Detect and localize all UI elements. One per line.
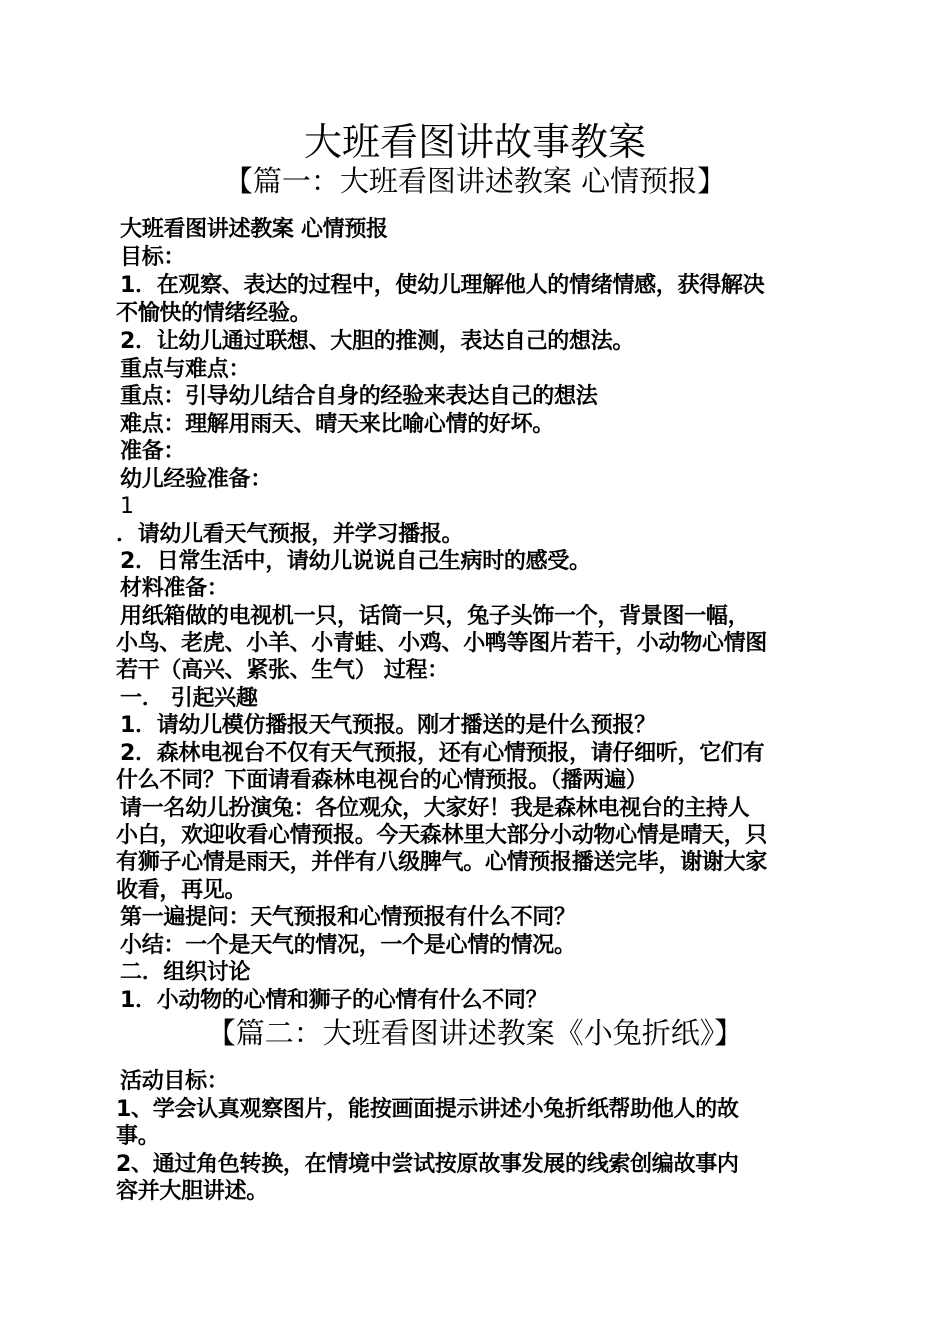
body-line: 请一名幼儿扮演兔：各位观众，大家好！我是森林电视台的主持人 xyxy=(120,796,750,821)
body-line: 1．在观察、表达的过程中，使幼儿理解他人的情绪情感，获得解决 xyxy=(120,273,765,298)
body-line: ．请幼儿看天气预报，并学习播报。 xyxy=(116,522,464,547)
section2-heading: 【篇二：大班看图讲述教案《小兔折纸》】 xyxy=(206,1016,744,1050)
body-line: 2．日常生活中，请幼儿说说自己生病时的感受。 xyxy=(120,549,591,574)
body-line: 容并大胆讲述。 xyxy=(116,1179,268,1204)
section1-heading: 【篇一：大班看图讲述教案 心情预报】 xyxy=(223,164,727,198)
body-line: 小鸟、老虎、小羊、小青蛙、小鸡、小鸭等图片若干，小动物心情图 xyxy=(116,631,768,656)
body-line: 不愉快的情绪经验。 xyxy=(116,301,312,326)
body-line: 目标： xyxy=(120,245,186,270)
body-line: 事。 xyxy=(116,1124,160,1149)
body-line: 有狮子心情是雨天，并伴有八级脾气。心情预报播送完毕，谢谢大家 xyxy=(116,850,768,875)
body-line: 大班看图讲述教案 心情预报 xyxy=(120,217,388,242)
body-line: 二．组织讨论 xyxy=(120,960,251,985)
document-title: 大班看图讲故事教案 xyxy=(303,120,646,164)
body-line: 难点：理解用雨天、晴天来比喻心情的好坏。 xyxy=(120,412,555,437)
body-line: 收看，再见。 xyxy=(116,878,247,903)
body-line: 一． 引起兴趣 xyxy=(120,686,258,711)
body-line: 准备： xyxy=(120,439,186,464)
body-line: 2．让幼儿通过联想、大胆的推测，表达自己的想法。 xyxy=(120,329,635,354)
body-line: 重点与难点： xyxy=(120,357,251,382)
body-line: 1、学会认真观察图片，能按画面提示讲述小兔折纸帮助他人的故 xyxy=(116,1097,739,1122)
body-line: 幼儿经验准备： xyxy=(120,467,272,492)
body-line: 1 xyxy=(120,494,134,519)
body-line: 若干（高兴、紧张、生气） 过程： xyxy=(116,658,449,683)
body-line: 活动目标： xyxy=(120,1069,229,1094)
body-line: 2、通过角色转换，在情境中尝试按原故事发展的线索创编故事内 xyxy=(116,1152,739,1177)
body-line: 用纸箱做的电视机一只，话筒一只，兔子头饰一个，背景图一幅， xyxy=(120,604,750,629)
body-line: 小结：一个是天气的情况，一个是心情的情况。 xyxy=(120,933,576,958)
body-line: 1．小动物的心情和狮子的心情有什么不同？ xyxy=(120,988,548,1013)
body-line: 什么不同？下面请看森林电视台的心情预报。（播两遍） xyxy=(116,768,648,793)
body-line: 2．森林电视台不仅有天气预报，还有心情预报，请仔细听，它们有 xyxy=(120,741,765,766)
body-line: 第一遍提问：天气预报和心情预报有什么不同？ xyxy=(120,905,576,930)
body-line: 小白，欢迎收看心情预报。今天森林里大部分小动物心情是晴天，只 xyxy=(116,823,768,848)
body-line: 重点：引导幼儿结合自身的经验来表达自己的想法 xyxy=(120,384,598,409)
body-line: 材料准备： xyxy=(120,576,229,601)
body-line: 1．请幼儿模仿播报天气预报。刚才播送的是什么预报？ xyxy=(120,713,656,738)
